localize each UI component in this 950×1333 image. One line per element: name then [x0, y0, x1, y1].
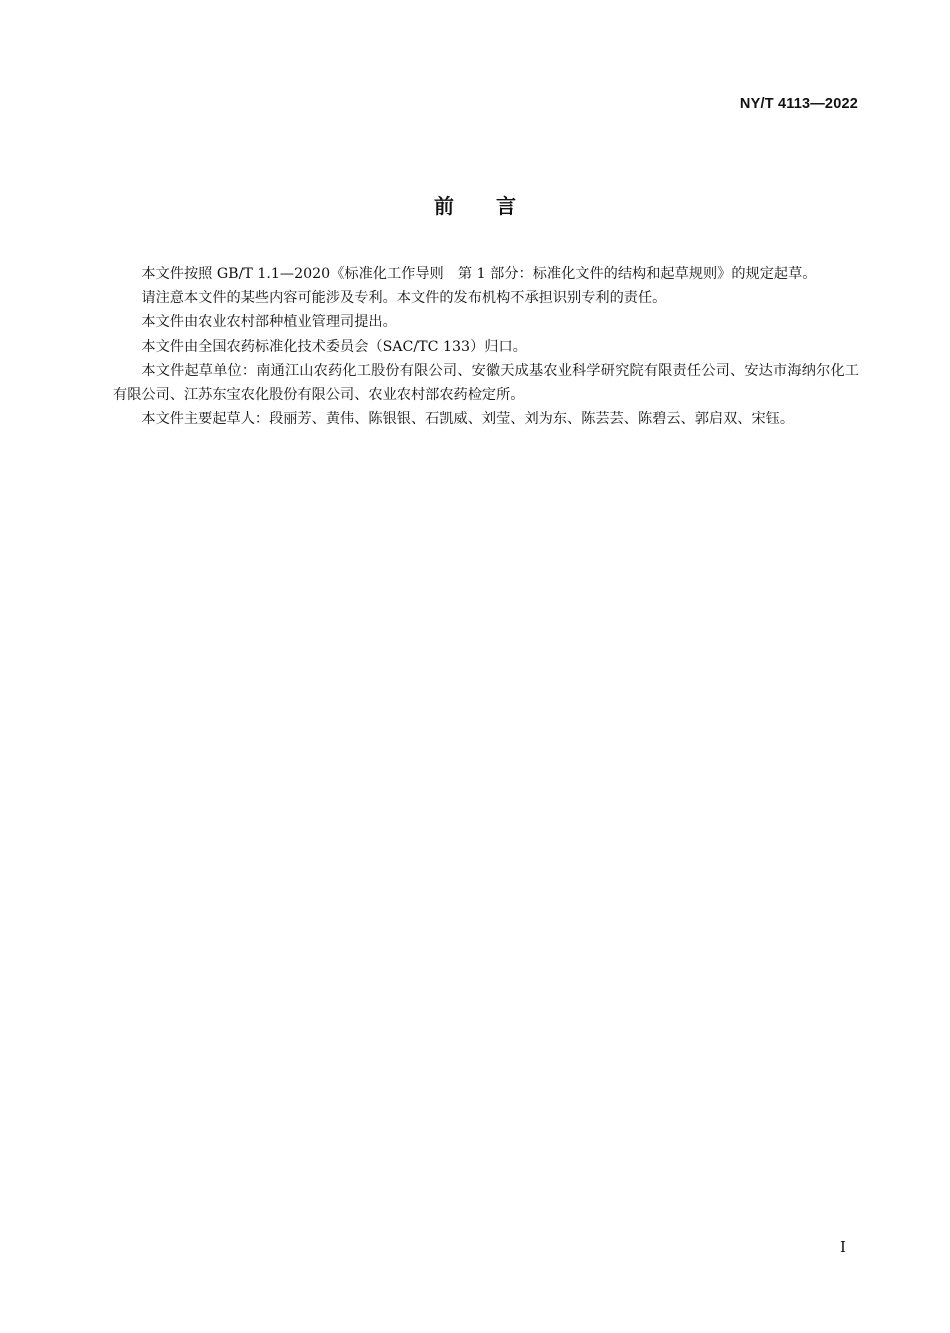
paragraph-drafting-basis: 本文件按照 GB/T 1.1—2020《标准化工作导则 第 1 部分：标准化文件的结构和起草规则》的规定起草。	[141, 266, 817, 282]
foreword-body	[113, 262, 859, 431]
paragraph-proposer: 本文件由农业农村部种植业管理司提出。	[141, 314, 397, 331]
paragraph-drafting-units: 本文件起草单位：南通江山农药化工股份有限公司、安徽天成基农业科学研究院有限责任公司、安达市海纳尔化工有限公司、江苏东宝农化股份有限公司、农业农村部农药检定所。	[113, 362, 859, 404]
paragraph-patent-notice: 请注意本文件的某些内容可能涉及专利。本文件的发布机构不承担识别专利的责任。	[141, 290, 667, 307]
paragraph-committee: 本文件由全国农药标准化技术委员会（SAC/TC 133）归口。	[141, 338, 527, 355]
standard-number: NY/T 4113—2022	[739, 96, 858, 112]
page-number: Ⅰ	[840, 1240, 846, 1256]
page-title: 前言	[434, 194, 558, 218]
paragraph-drafters: 本文件主要起草人：段丽芳、黄伟、陈银银、石凯威、刘莹、刘为东、陈芸芸、陈碧云、郭启双、宋钰。	[141, 411, 795, 428]
